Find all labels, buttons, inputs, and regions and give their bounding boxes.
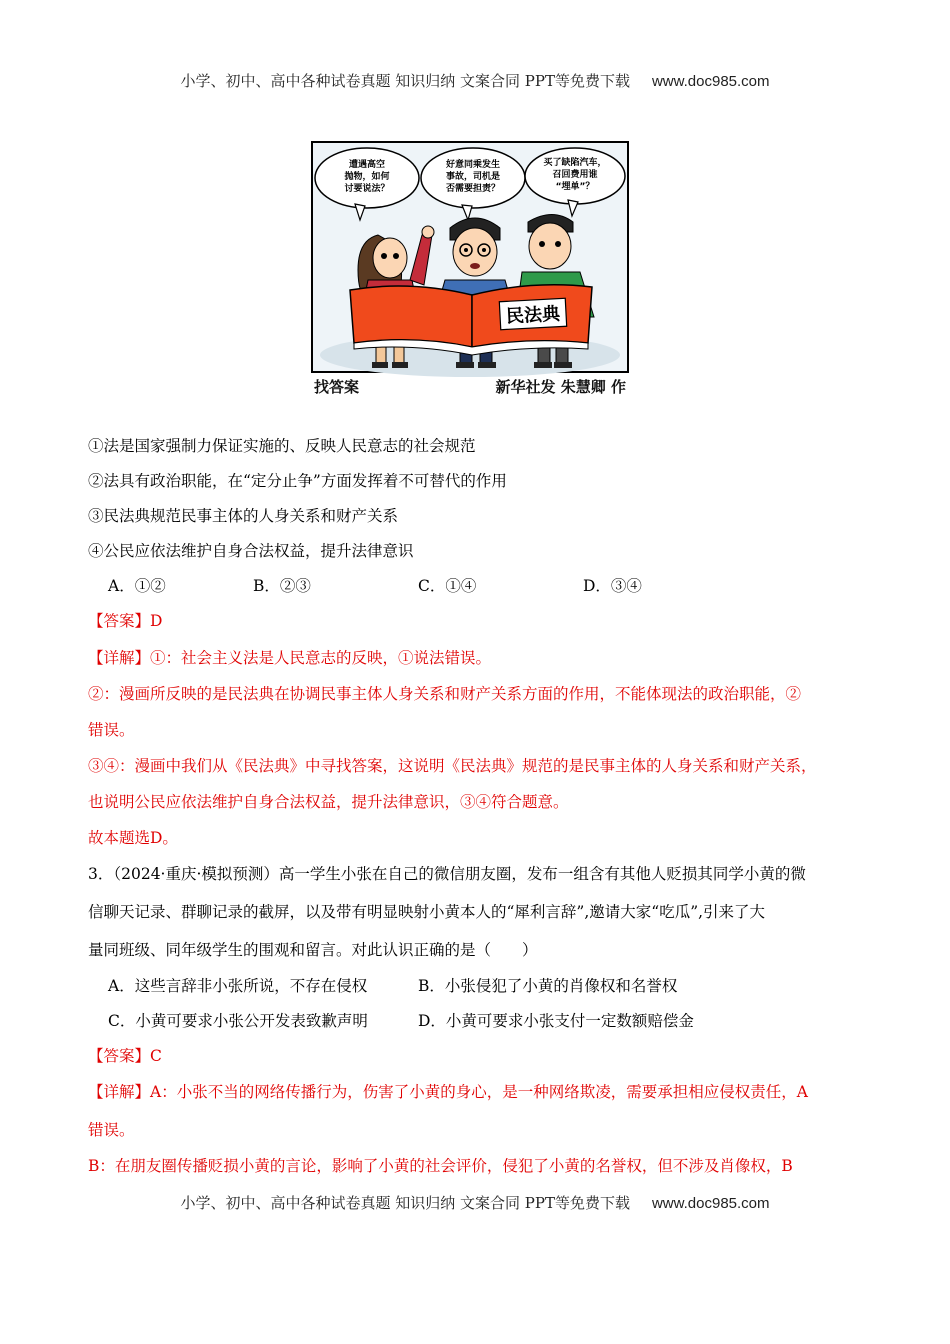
civil-code-book — [350, 285, 592, 355]
bubble3-line2: 召回费用谁 — [552, 170, 598, 180]
q3-stem-2: 信聊天记录、群聊记录的截屏，以及带有明显映射小黄本人的“犀利言辞”,邀请大家“吃瓜”,引来了大 — [88, 903, 766, 921]
q2-explain-3: 错误。 — [88, 721, 135, 739]
q2-option-a: A．①② — [108, 577, 166, 595]
bubble3-line3: “埋单”？ — [555, 182, 595, 192]
q2-explain-6: 故本题选D。 — [88, 829, 178, 847]
q3-explain-2: 错误。 — [88, 1121, 135, 1139]
comic-caption-right: 新华社发 朱慧卿 作 — [495, 378, 626, 396]
bubble1-line3: 讨要说法？ — [344, 184, 390, 194]
q3-explain-1: 【详解】A：小张不当的网络传播行为，伤害了小黄的身心，是一种网络欺凌，需要承担相应侵权责任，A — [88, 1083, 808, 1101]
q3-option-c: C．小黄可要求小张公开发表致歉声明 — [108, 1012, 368, 1030]
q2-explain-5: 也说明公民应依法维护自身合法权益，提升法律意识，③④符合题意。 — [88, 793, 569, 811]
bubble2-line2: 事故，司机是 — [445, 172, 501, 182]
q2-explain-1: 【详解】①：社会主义法是人民意志的反映，①说法错误。 — [88, 649, 492, 667]
q2-item-4: ④公民应依法维护自身合法权益，提升法律意识 — [88, 542, 414, 560]
page-header — [0, 70, 950, 91]
q3-explain-3: B：在朋友圈传播贬损小黄的言论，影响了小黄的社会评价，侵犯了小黄的名誉权，但不涉及肖像权，B — [88, 1157, 793, 1175]
q2-item-3: ③民法典规范民事主体的人身关系和财产关系 — [88, 507, 399, 525]
bubble1-line2: 抛物，如何 — [344, 172, 390, 182]
q2-option-c: C．①④ — [418, 577, 477, 595]
q2-option-b: B．②③ — [253, 577, 311, 595]
q3-answer: 【答案】C — [88, 1047, 162, 1065]
footer-text: 小学、初中、高中各种试卷真题 知识归纳 文案合同 PPT等免费下载 — [180, 1194, 630, 1212]
q3-stem-3: 量同班级、同年级学生的围观和留言。对此认识正确的是（ ） — [88, 941, 538, 959]
q3-option-d: D．小黄可要求小张支付一定数额赔偿金 — [418, 1012, 694, 1030]
q2-answer: 【答案】D — [88, 612, 163, 630]
page-footer — [0, 1192, 950, 1213]
header-text: 小学、初中、高中各种试卷真题 知识归纳 文案合同 PPT等免费下载 — [180, 72, 630, 90]
q2-explain-2: ②：漫画所反映的是民法典在协调民事主体人身关系和财产关系方面的作用，不能体现法的政治职能，② — [88, 685, 802, 703]
bubble3-line1: 买了缺陷汽车， — [543, 158, 607, 168]
q3-option-a: A．这些言辞非小张所说，不存在侵权 — [108, 977, 368, 995]
book-title: 民法典 — [505, 303, 561, 328]
bubble1-line1: 遭遇高空 — [348, 160, 386, 170]
comic-illustration — [310, 140, 630, 402]
q3-option-b: B．小张侵犯了小黄的肖像权和名誉权 — [418, 977, 678, 995]
q3-stem-1: 3．（2024·重庆·模拟预测）高一学生小张在自己的微信朋友圈，发布一组含有其他人贬损其同学小黄的微 — [88, 865, 806, 883]
header-site[interactable]: www.doc985.com — [651, 73, 770, 90]
q2-explain-4: ③④：漫画中我们从《民法典》中寻找答案，这说明《民法典》规范的是民事主体的人身关系和财产关系， — [88, 757, 817, 775]
q2-option-d: D．③④ — [583, 577, 642, 595]
bubble2-line3: 否需要担责？ — [445, 184, 501, 194]
q2-item-2: ②法具有政治职能，在“定分止争”方面发挥着不可替代的作用 — [88, 472, 507, 490]
comic-caption-left: 找答案 — [314, 378, 360, 396]
footer-site[interactable]: www.doc985.com — [651, 1195, 770, 1212]
q2-item-1: ①法是国家强制力保证实施的、反映人民意志的社会规范 — [88, 437, 476, 455]
bubble2-line1: 好意同乘发生 — [445, 160, 501, 170]
